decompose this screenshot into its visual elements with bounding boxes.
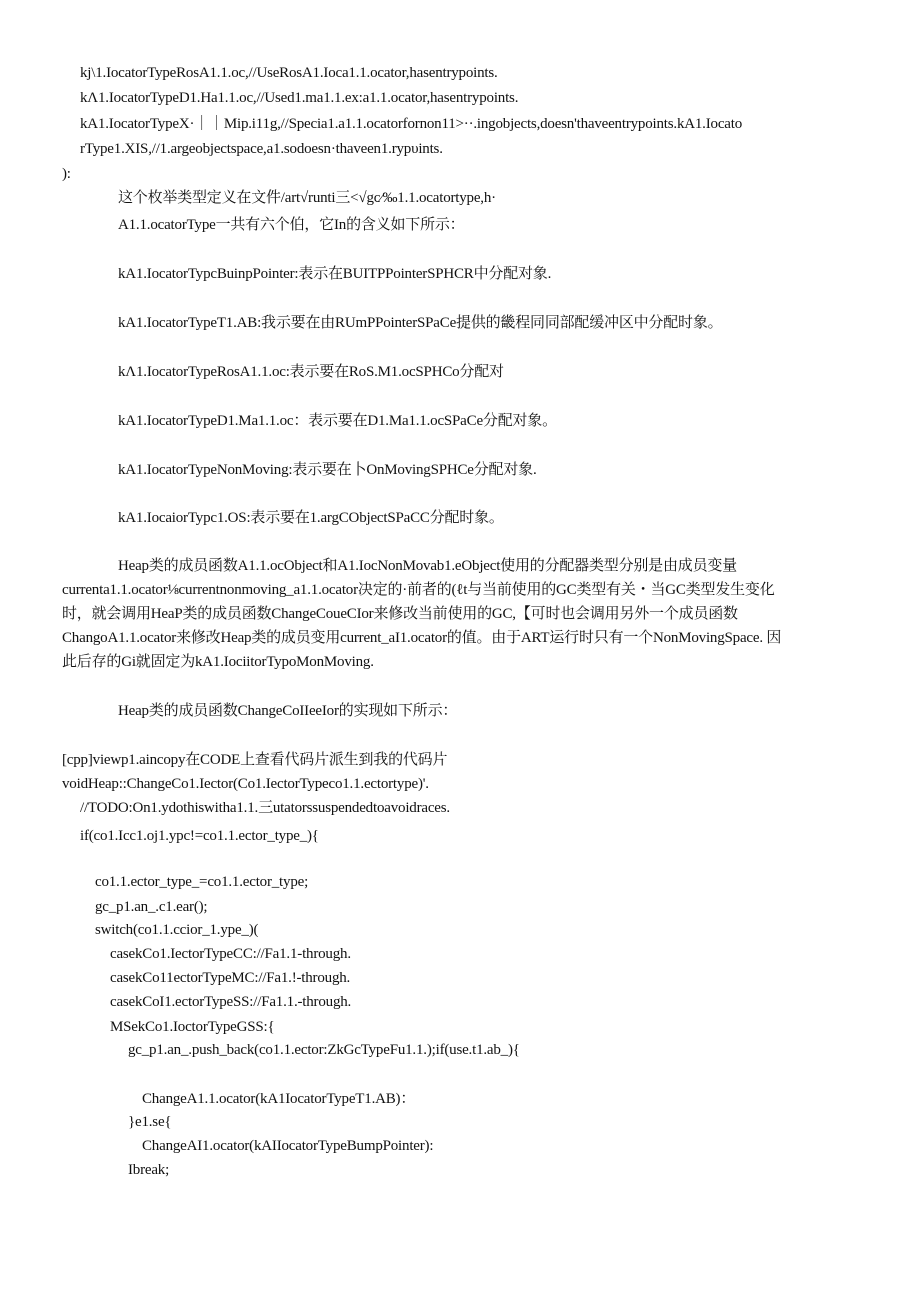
type-item: kA1.IocatorTypeT1.AB:我示要在由RUmPPointerSPaCe提供的畿程同同部配缓冲区中分配时象。 <box>118 315 723 331</box>
code-line: co1.1.ector_type_=co1.1.ector_type; <box>95 874 309 890</box>
code-line: ChangeA1.1.ocator(kA1IocatorTypeT1.AB)： <box>142 1091 416 1107</box>
enum-line: rType1.XIS,//1.argeobjectspace,a1.sodoesn·thaveen1.rypυints. <box>80 141 443 157</box>
code-line: voidHeap::ChangeCo1.Iector(Co1.IectorTypeco1.1.ectortype)'. <box>62 776 429 792</box>
code-toolbar: [cpp]viewp1.aincopy在CODE上查看代码片派生到我的代码片 <box>62 752 448 768</box>
type-item: kA1.IocatorTypeD1.Ma1.1.oc：表示要在D1.Ma1.1.ocSPaCe分配对象。 <box>118 413 557 429</box>
code-line: if(co1.Icc1.oj1.ypc!=co1.1.ector_type_){ <box>80 828 319 844</box>
type-item: kA1.IocaiorTypc1.OS:表示要在1.argCObjectSPaCC分配时象。 <box>118 510 504 526</box>
paragraph-line: Heap类的成员函数A1.1.ocObject和A1.IocNonMovab1.eObject使用的分配器类型分别是由成员变量 <box>118 558 737 574</box>
intro-line: A1.1.ocatorType一共有六个伯，它In的含义如下所示： <box>118 217 465 233</box>
code-line: gc_p1.an_.c1.ear(); <box>95 899 208 915</box>
impl-intro: Heap类的成员函数ChangeCoIIeeIor的实现如下所示： <box>118 703 458 719</box>
enum-line: kA1.IocatorTypeX·｜｜Mip.i11g,//Specia1.a1.1.ocatorfornon11>··.ingobjects,doesn'thaveentrypoints.kA1.Iocato <box>80 116 742 132</box>
paragraph-line: ChangoA1.1.ocator来修改Heap类的成员变用current_aI1.ocator的值。由于ART运行时只有一个NonMovingSpace. 因 <box>62 630 782 646</box>
enum-close: ): <box>62 166 71 182</box>
code-line: Ibreak; <box>128 1162 170 1178</box>
code-line: //TODO:On1.ydothiswitha1.1.三utatorssuspendedtoavoidraces. <box>80 800 450 816</box>
code-line: }e1.se{ <box>128 1114 172 1130</box>
type-item: kΛ1.IocatorTypeRosA1.1.oc:表示要在RoS.M1.ocSPHCo分配对 <box>118 364 504 380</box>
code-line: ChangeAI1.ocator(kAIIocatorTypeBumpPointer): <box>142 1138 434 1154</box>
type-item: kA1.IocatorTypeNonMoving:表示要在卜OnMovingSPHCe分配对象. <box>118 462 537 478</box>
enum-line: kj\1.IocatorTypeRosA1.1.oc,//UseRosA1.Ioca1.1.ocator,hasentrypoints. <box>80 65 498 81</box>
code-line: casekCoI1.ectorTypeSS://Fa1.1.-through. <box>110 994 352 1010</box>
code-line: casekCo11ectorTypeMC://Fa1.!-through. <box>110 970 351 986</box>
code-line: gc_p1.an_.push_back(co1.1.ector:ZkGcTypeFu1.1.);if(use.t1.ab_){ <box>128 1042 520 1058</box>
code-line: switch(co1.1.ccior_1.ype_)( <box>95 922 259 938</box>
intro-line: 这个枚举类型定义在文件/art√runti三<√gc⁄‰1.1.ocatortype,h· <box>118 190 496 206</box>
code-line: MSekCo1.IoctorTypeGSS:{ <box>110 1019 275 1035</box>
paragraph-line: 此后存的Gi就固定为kA1.IociitorTypoMonMoving. <box>62 654 374 670</box>
type-item: kA1.IocatorTypcBuinpPointer:表示在BUITPPointerSPHCR中分配对象. <box>118 266 552 282</box>
paragraph-line: 时，就会调用HeaP类的成员函数ChangeCoueCIor来修改当前使用的GC,【可时也会调用另外一个成员函数 <box>62 606 738 622</box>
paragraph-line: currenta1.1.ocator⅛currentnonmoving_a1.1.ocator决定的·前者的(ℓt与当前使用的GC类型有关・当GC类型发生变化 <box>62 582 775 598</box>
code-line: casekCo1.IectorTypeCC://Fa1.1-through. <box>110 946 351 962</box>
enum-line: kΛ1.IocatorTypeD1.Ha1.1.oc,//Used1.ma1.1.ex:a1.1.ocator,hasentrypoints. <box>80 90 519 106</box>
